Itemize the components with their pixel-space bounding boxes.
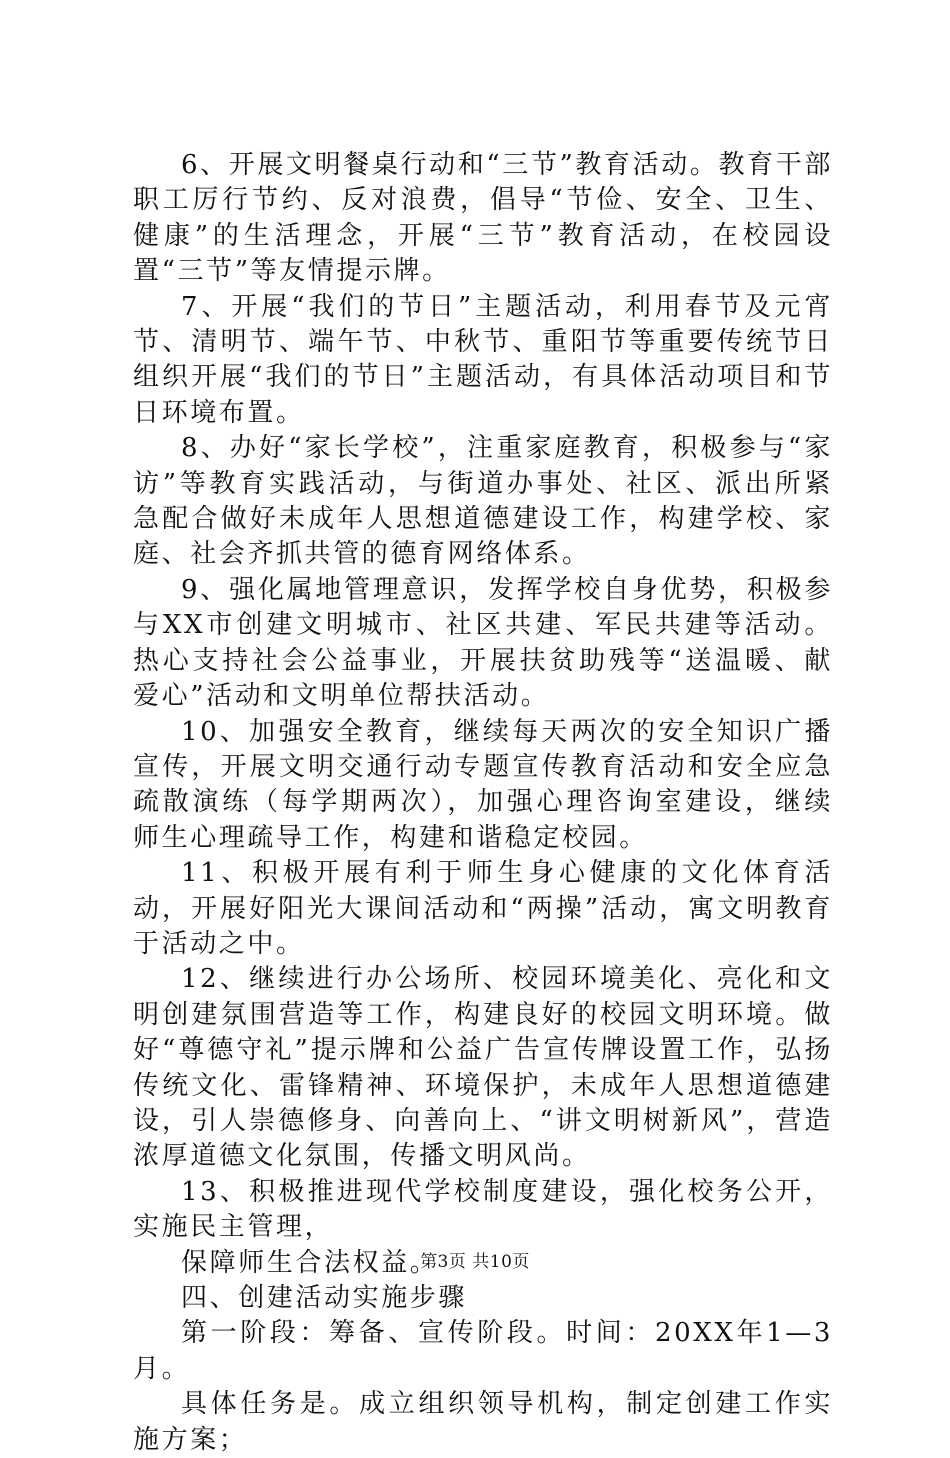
page-number: 第3页 共10页 — [420, 1252, 530, 1272]
stage-one-tasks: 具体任务是。成立组织领导机构，制定创建工作实施方案； — [133, 1389, 833, 1455]
paragraph-13: 13、积极推进现代学校制度建设，强化校务公开，实施民主管理， — [133, 1176, 833, 1243]
paragraph-6: 6、开展文明餐桌行动和“三节”教育活动。教育干部职工厉行节约、反对浪费，倡导“节俭、安全、卫生、健康”的生活理念，开展“三节”教育活动，在校园设置“三节”等友情提示牌。 — [133, 150, 833, 287]
paragraph-12: 12、继续进行办公场所、校园环境美化、亮化和文明创建氛围营造等工作，构建良好的校园文明环境。做好“尊德守礼”提示牌和公益广告宣传牌设置工作，弘扬传统文化、雷锋精神、环境保护，未成年人思想道德建设，引人崇德修身、向善向上、“讲文明树新风”，营造浓厚道德文化氛围，传播文明风尚。 — [133, 964, 833, 1172]
paragraph-8: 8、办好“家长学校”，注重家庭教育，积极参与“家访”等教育实践活动，与街道办事处、社区、派出所紧急配合做好未成年人思想道德建设工作，构建学校、家庭、社会齐抓共管的德育网络体系。 — [133, 433, 833, 570]
paragraph-7: 7、开展“我们的节日”主题活动，利用春节及元宵节、清明节、端午节、中秋节、重阳节等重要传统节日组织开展“我们的节日”主题活动，有具体活动项目和节日环境布置。 — [133, 291, 833, 428]
paragraph-11: 11、积极开展有利于师生身心健康的文化体育活动，开展好阳光大课间活动和“两操”活动，寓文明教育于活动之中。 — [133, 858, 833, 959]
stage-one-line: 第一阶段：筹备、宣传阶段。时间：20XX年1—3月。 — [133, 1318, 833, 1384]
paragraph-9: 9、强化属地管理意识，发挥学校自身优势，积极参与XX市创建文明城市、社区共建、军民共建等活动。热心支持社会公益事业，开展扶贫助残等“送温暖、献爱心”活动和文明单位帮扶活动。 — [133, 574, 833, 712]
paragraph-10: 10、加强安全教育，继续每天两次的安全知识广播宣传，开展文明交通行动专题宣传教育活动和安全应急疏散演练（每学期两次），加强心理咨询室建设，继续师生心理疏导工作，构建和谐稳定校园。 — [133, 716, 833, 853]
section-heading-4: 四、创建活动实施步骤 — [181, 1283, 468, 1313]
paragraph-13-continued: 保障师生合法权益。 — [181, 1247, 439, 1278]
